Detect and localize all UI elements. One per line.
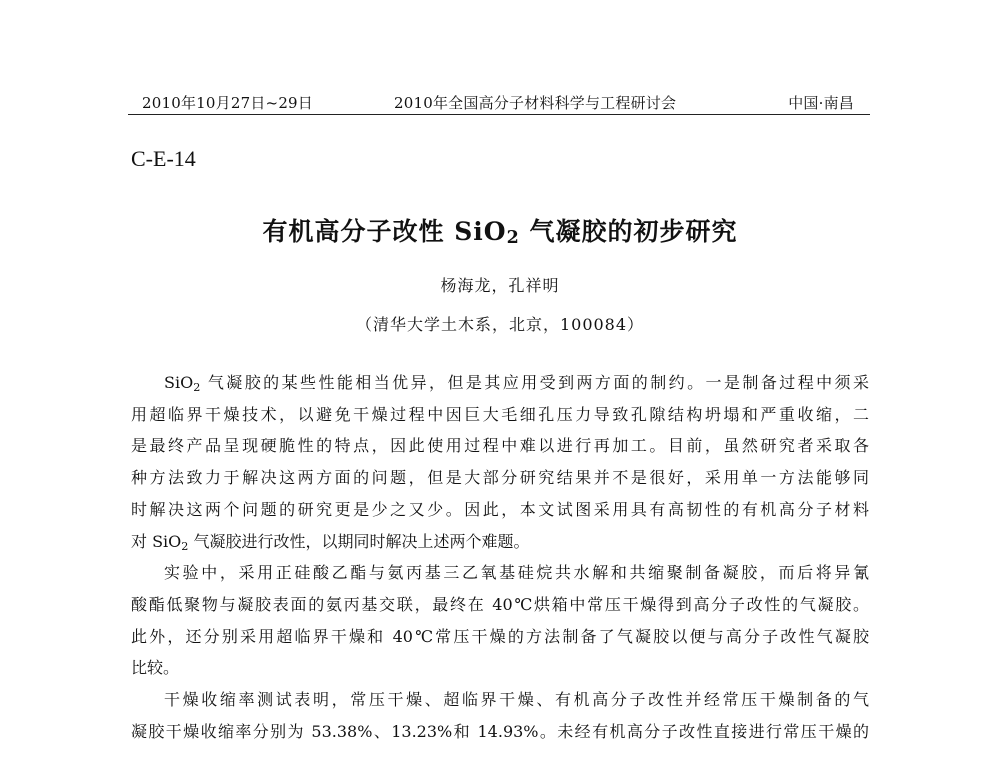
text-run: 干燥收缩率测试表明，常压干燥、超临界干燥、有机高分子改性并经常压干燥制备的气 — [164, 690, 869, 709]
running-header — [128, 92, 870, 115]
header-conference: 2010年全国高分子材料科学与工程研讨会 — [394, 94, 677, 112]
title-subscript: 2 — [506, 228, 520, 248]
text-run: 时解决这两个问题的研究更是少之又少。因此，本文试图采用具有高韧性的有机高分子材料 — [131, 499, 869, 519]
text-run: 比较。 — [131, 658, 180, 678]
paper-title — [0, 212, 1000, 248]
body-line — [164, 560, 869, 583]
body-line — [164, 370, 869, 393]
text-run: 实验中，采用正硅酸乙酯与氨丙基三乙氧基硅烷共水解和共缩聚制备凝胶，而后将异氰 — [164, 563, 869, 583]
body-line — [131, 719, 869, 742]
title-text-before: 有机高分子改性 SiO — [262, 217, 507, 246]
body-line — [131, 465, 869, 488]
text-run: 用超临界干燥技术，以避免干燥过程中因巨大毛细孔压力导致孔隙结构坍塌和严重收缩，二 — [131, 404, 869, 424]
subscript: 2 — [193, 381, 201, 394]
header-date: 2010年10月27日~29日 — [142, 94, 314, 112]
text-run: 此外，还分别采用超临界干燥和 40℃常压干燥的方法制备了气凝胶以便与高分子改性气凝胶 — [131, 626, 869, 646]
body-line — [131, 624, 869, 647]
body-line — [131, 497, 869, 520]
body-line — [131, 529, 869, 552]
body-line — [131, 402, 869, 425]
affiliation: （清华大学土木系，北京，100084） — [355, 315, 645, 334]
text-run: 气凝胶的某些性能相当优异，但是其应用受到两方面的制约。一是制备过程中须采 — [200, 373, 869, 392]
text-run: 气凝胶进行改性，以期同时解决上述两个难题。 — [188, 531, 530, 551]
authors: 杨海龙，孔祥明 — [440, 276, 560, 295]
title-text-after: 气凝胶的初步研究 — [519, 217, 738, 246]
text-run: SiO — [164, 373, 194, 392]
text-run: 种方法致力于解决这两方面的问题，但是大部分研究结果并不是很好，采用单一方法能够同 — [131, 468, 869, 488]
body-line — [131, 433, 869, 456]
body-line — [131, 592, 869, 615]
text-run: 酸酯低聚物与凝胶表面的氨丙基交联，最终在 40℃烘箱中常压干燥得到高分子改性的气凝胶。 — [131, 594, 869, 614]
text-run: 对 SiO — [131, 531, 182, 551]
text-run: 是最终产品呈现硬脆性的特点，因此使用过程中难以进行再加工。目前，虽然研究者采取各 — [131, 436, 869, 456]
body-line — [131, 655, 869, 678]
subscript: 2 — [181, 539, 189, 553]
paper-code: C-E-14 — [131, 146, 196, 171]
text-run: 凝胶干燥收缩率分别为 53.38%、13.23%和 14.93%。未经有机高分子改性直接进行常压干燥的 — [131, 721, 869, 741]
header-location: 中国·南昌 — [788, 94, 854, 112]
body-line — [164, 687, 869, 710]
